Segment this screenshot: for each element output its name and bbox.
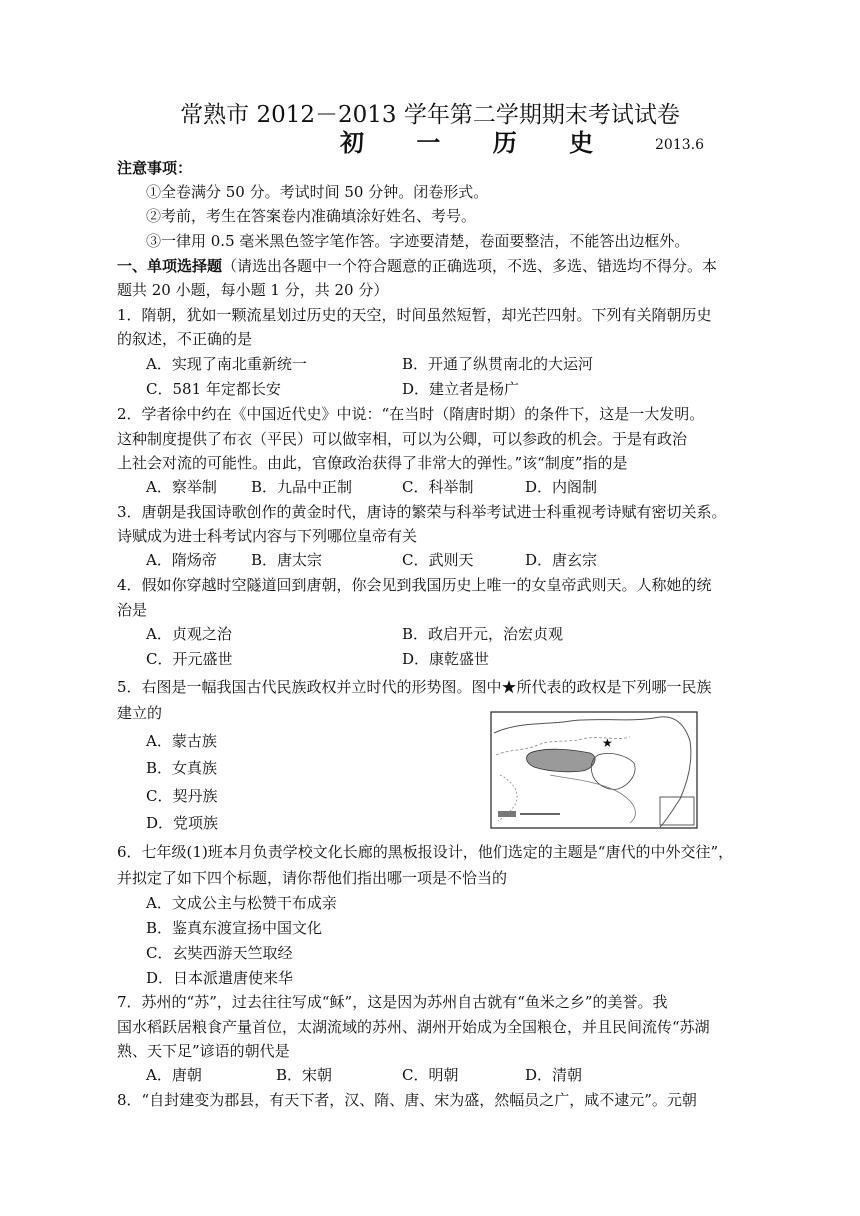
question-7-option-a: A．唐朝 (146, 1066, 202, 1084)
section1-heading: 一、单项选择题 (117, 257, 223, 275)
question-7-option-b: B．宋朝 (276, 1066, 333, 1084)
question-4-stem: 治是 (117, 601, 148, 619)
star-marker-icon: ★ (602, 736, 613, 750)
question-1-option-b: B．开通了纵贯南北的大运河 (402, 355, 594, 373)
question-4-option-d: D．康乾盛世 (402, 650, 490, 668)
question-2-option-a: A．察举制 (146, 478, 217, 496)
question-4-stem: 4．假如你穿越时空隧道回到唐朝，你会见到我国历史上唯一的女皇帝武则天。人称她的统 (117, 576, 712, 594)
question-3-option-d: D．唐玄宗 (525, 551, 598, 569)
question-6-stem: 6．七年级(1)班本月负责学校文化长廊的黑板报设计，他们选定的主题是“唐代的中外交往”， (117, 843, 734, 861)
notice-item: ②考前，考生在答案卷内准确填涂好姓名、考号。 (146, 207, 477, 225)
notice-item: ③一律用 0.5 毫米黑色签字笔作答。字迹要清楚，卷面要整洁，不能答出边框外。 (146, 232, 690, 250)
historical-map-figure (490, 711, 698, 829)
question-5-option-a: A．蒙古族 (146, 732, 217, 750)
section1-instructions: （请选出各题中一个符合题意的正确选项，不选、多选、错选均不得分。本 (222, 257, 718, 275)
question-1-option-a: A．实现了南北重新统一 (146, 355, 307, 373)
question-5-option-d: D．党项族 (146, 814, 219, 832)
question-6-option-c: C．玄奘西游天竺取经 (146, 944, 293, 962)
question-1-option-c: C．581 年定都长安 (146, 380, 281, 398)
question-2-option-c: C．科举制 (402, 478, 474, 496)
question-2-option-d: D．内阁制 (525, 478, 598, 496)
question-7-stem: 国水稻跃居粮食产量首位，太湖流域的苏州、湖州开始成为全国粮仓，并且民间流传“苏湖 (117, 1018, 710, 1036)
section1-instructions: 题共 20 小题，每小题 1 分，共 20 分） (117, 281, 389, 299)
question-3-stem: 3．唐朝是我国诗歌创作的黄金时代，唐诗的繁荣与科举考试进士科重视考诗赋有密切关系。 (117, 503, 727, 521)
section1-intro (117, 256, 717, 276)
question-3-option-b: B．唐太宗 (251, 551, 323, 569)
exam-title: 常熟市 2012－2013 学年第二学期期末考试试卷 (180, 102, 680, 128)
question-3-option-a: A．隋炀帝 (146, 551, 217, 569)
question-2-stem: 这种制度提供了布衣（平民）可以做宰相，可以为公卿，可以参政的机会。于是有政治 (117, 430, 688, 448)
question-6-option-d: D．日本派遣唐使来华 (146, 969, 294, 987)
question-4-option-c: C．开元盛世 (146, 650, 233, 668)
question-5-option-c: C．契丹族 (146, 787, 218, 805)
question-7-option-c: C．明朝 (402, 1066, 459, 1084)
question-8-stem: 8．“自封建变为郡县，有天下者，汉、隋、唐、宋为盛，然幅员之广，咸不逮元”。元朝 (117, 1091, 697, 1109)
question-7-stem: 熟、天下足”谚语的朝代是 (117, 1042, 290, 1060)
question-5-stem: 5．右图是一幅我国古代民族政权并立时代的形势图。图中★所代表的政权是下列哪一民族 (117, 678, 712, 696)
question-3-stem: 诗赋成为进士科考试内容与下列哪位皇帝有关 (117, 527, 418, 545)
question-6-option-b: B．鉴真东渡宣扬中国文化 (146, 919, 323, 937)
map-legend-swatch (498, 811, 516, 817)
question-3-option-c: C．武则天 (402, 551, 474, 569)
question-6-option-a: A．文成公主与松赞干布成亲 (146, 894, 337, 912)
question-6-stem: 并拟定了如下四个标题，请你帮他们指出哪一项是不恰当的 (117, 869, 508, 887)
question-1-stem: 1．隋朝，犹如一颗流星划过历史的天空，时间虽然短暂，却光芒四射。下列有关隋朝历史 (117, 306, 712, 324)
notice-item: ①全卷满分 50 分。考试时间 50 分钟。闭卷形式。 (146, 183, 489, 201)
question-2-option-b: B．九品中正制 (251, 478, 353, 496)
notice-heading: 注意事项： (117, 159, 193, 177)
question-4-option-a: A．贞观之治 (146, 625, 232, 643)
question-7-option-d: D．清朝 (525, 1066, 583, 1084)
question-1-option-d: D．建立者是杨广 (402, 380, 520, 398)
question-2-stem: 上社会对流的可能性。由此，官僚政治获得了非常大的弹性。”该“制度”指的是 (117, 454, 628, 472)
exam-subject: 初 一 历 史 (340, 128, 616, 157)
question-7-stem: 7．苏州的“苏”，过去往往写成“稣”，这是因为苏州自古就有“鱼米之乡”的美誉。我 (117, 993, 668, 1011)
question-5-stem: 建立的 (117, 704, 163, 722)
question-2-stem: 2．学者徐中约在《中国近代史》中说：“在当时（隋唐时期）的条件下，这是一大发明。 (117, 405, 705, 423)
question-1-stem: 的叙述，不正确的是 (117, 330, 253, 348)
question-4-option-b: B．政启开元，治宏贞观 (402, 625, 564, 643)
question-5-option-b: B．女真族 (146, 759, 218, 777)
exam-date: 2013.6 (655, 137, 704, 153)
